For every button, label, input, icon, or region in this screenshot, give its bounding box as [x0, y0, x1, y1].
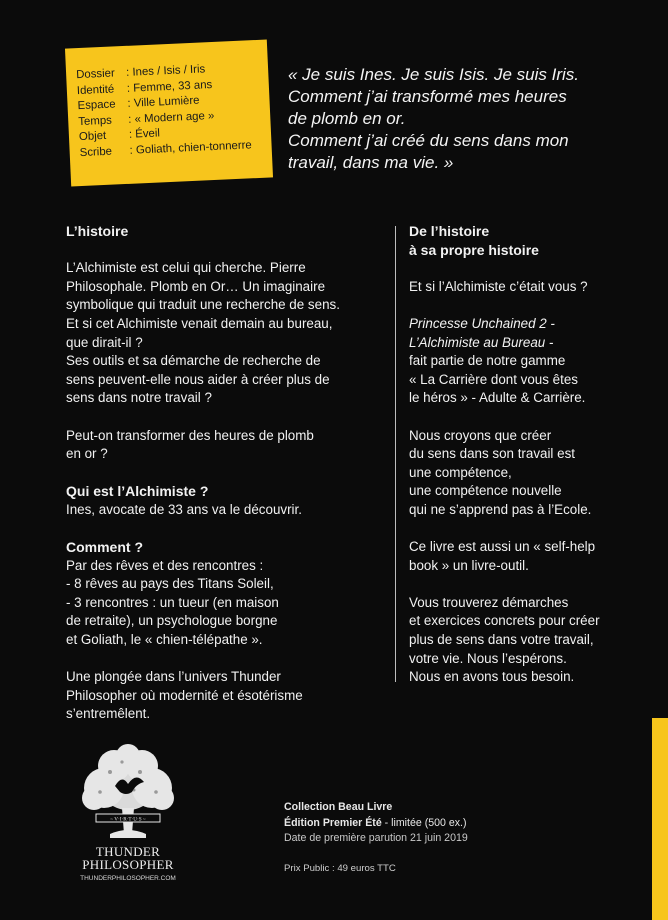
text-line: en or ?: [66, 446, 108, 462]
yellow-accent-bar: [652, 718, 668, 920]
text-line: Ses outils et sa démarche de recherche de: [66, 353, 321, 369]
website-link[interactable]: THUNDERPHILOSOPHER.COM: [80, 875, 176, 882]
dossier-row: Temps : « Modern age »: [78, 109, 215, 128]
quote-line: de plomb en or.: [288, 109, 406, 128]
text-line: fait partie de notre gamme: [409, 353, 566, 369]
publication-date: Date de première parution 21 juin 2019: [284, 832, 468, 845]
text-line: une compétence,: [409, 464, 512, 480]
quote-line: « Je suis Ines. Je suis Isis. Je suis Iris.: [288, 65, 579, 84]
right-column: [409, 222, 641, 687]
dossier-row: Espace : Ville Lumière: [77, 94, 200, 113]
series-title: Princesse Unchained 2 -: [409, 315, 555, 331]
dossier-row: Scribe : Goliath, chien-tonnerre: [79, 139, 253, 160]
collection-label: Collection Beau Livre: [284, 801, 393, 813]
heading-qui-est: Qui est l’Alchimiste ?: [66, 483, 209, 500]
text-line: de retraite), un psychologue borgne: [66, 613, 278, 629]
text-line: Ce livre est aussi un « self-help: [409, 539, 596, 555]
text-line: book » un livre-outil.: [409, 557, 529, 573]
text-line: - 8 rêves au pays des Titans Soleil,: [66, 576, 274, 592]
text-line: Ines, avocate de 33 ans va le découvrir.: [66, 501, 302, 517]
text-line: symbolique qui traduit une recherche de sens.: [66, 297, 340, 313]
text-line: Peut-on transformer des heures de plomb: [66, 427, 314, 443]
text-line: le héros » - Adulte & Carrière.: [409, 390, 586, 406]
colophon: [284, 800, 624, 876]
quote-line: Comment j’ai transformé mes heures: [288, 87, 567, 106]
intro-quote: [288, 64, 648, 174]
dossier-row: Objet : Éveil: [78, 127, 161, 144]
quote-line: Comment j’ai créé du sens dans mon: [288, 131, 569, 150]
text-line: Une plongée dans l’univers Thunder: [66, 669, 281, 685]
text-line: une compétence nouvelle: [409, 483, 562, 499]
edition-line: Édition Premier Été - limitée (500 ex.): [284, 816, 467, 829]
left-column: [66, 222, 382, 724]
text-line: du sens dans son travail est: [409, 446, 575, 462]
text-line: s’entremêlent.: [66, 706, 151, 722]
text-line: Nous en avons tous besoin.: [409, 669, 575, 685]
dossier-row: Dossier : Ines / Isis / Iris: [75, 63, 206, 82]
text-line: sens peuvent-elle nous aider à créer plus de: [66, 371, 330, 387]
text-line: et exercices concrets pour créer: [409, 613, 600, 629]
text-line: Et si cet Alchimiste venait demain au bureau,: [66, 315, 333, 331]
text-line: et Goliath, le « chien-télépathe ».: [66, 632, 263, 648]
text-line: « La Carrière dont vous êtes: [409, 371, 578, 387]
text-line: qui ne s’apprend pas à l’Ecole.: [409, 501, 592, 517]
column-divider: [395, 226, 396, 682]
text-line: Par des rêves et des rencontres :: [66, 557, 264, 573]
text-line: que dirait-il ?: [66, 334, 143, 350]
price: Prix Public : 49 euros TTC: [284, 862, 396, 874]
text-line: plus de sens dans votre travail,: [409, 632, 594, 648]
quote-line: travail, dans ma vie. »: [288, 153, 454, 172]
series-title: L’Alchimiste au Bureau -: [409, 334, 554, 350]
text-line: Nous croyons que créer: [409, 427, 552, 443]
text-line: Philosophale. Plomb en Or… Un imaginaire: [66, 278, 326, 294]
heading-histoire: L’histoire: [66, 223, 129, 239]
text-line: votre vie. Nous l’espérons.: [409, 650, 567, 666]
text-line: Vous trouverez démarches: [409, 594, 569, 610]
dossier-row: Identité : Femme, 33 ans: [76, 78, 213, 97]
text-line: L’Alchimiste est celui qui cherche. Pierre: [66, 260, 306, 276]
logo-banner-text: ~ V·I·R·T·U·S ~: [110, 816, 146, 823]
heading-comment: Comment ?: [66, 539, 143, 556]
heading-de-lhistoire: De l’histoire: [409, 223, 490, 239]
brand-name: THUNDER PHILOSOPHER: [82, 844, 174, 872]
text-line: Et si l’Alchimiste c’était vous ?: [409, 278, 588, 294]
text-line: sens dans notre travail ?: [66, 390, 212, 406]
dossier-card: [65, 39, 273, 186]
text-line: Philosopher où modernité et ésotérisme: [66, 687, 303, 703]
text-line: - 3 rencontres : un tueur (en maison: [66, 594, 279, 610]
heading-de-lhistoire-2: à sa propre histoire: [409, 241, 539, 258]
